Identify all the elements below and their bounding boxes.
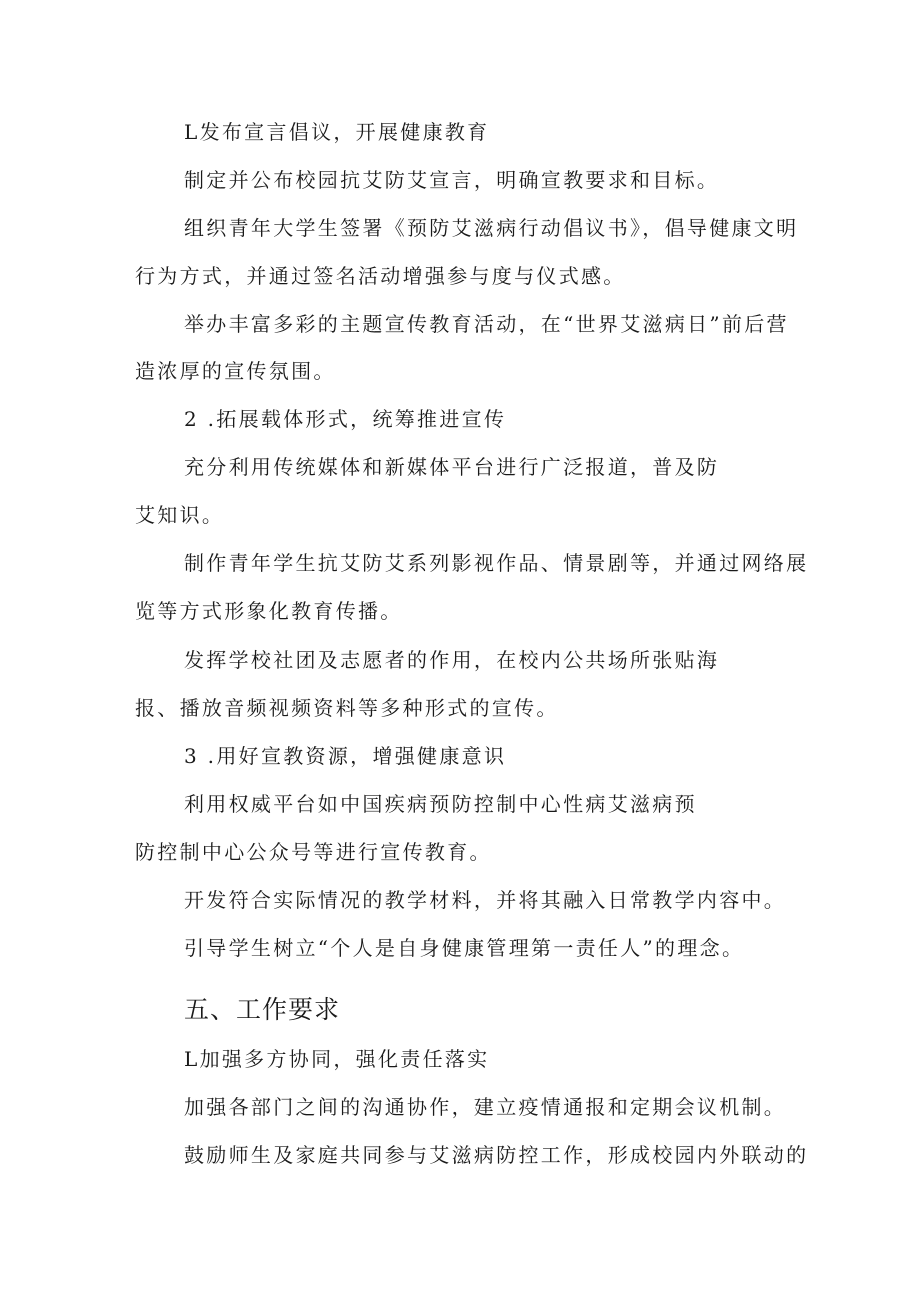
paragraph: 制作青年学生抗艾防艾系列影视作品、情景剧等，并通过网络展	[184, 551, 809, 575]
paragraph: 开发符合实际情况的教学材料，并将其融入日常教学内容中。	[184, 888, 787, 912]
paragraph: 充分利用传统媒体和新媒体平台进行广泛报道，普及防	[184, 455, 720, 479]
paragraph-continuation: 行为方式，并通过签名活动增强参与度与仪式感。	[135, 264, 626, 288]
item-title: L加强多方协同，强化责任落实	[184, 1047, 490, 1071]
paragraph: 鼓励师生及家庭共同参与艾滋病防控工作，形成校园内外联动的	[184, 1143, 809, 1167]
paragraph: 组织青年大学生签署《预防艾滋病行动倡议书》，倡导健康文明	[184, 216, 799, 240]
paragraph-continuation: 造浓厚的宣传氛围。	[135, 359, 336, 383]
paragraph: 制定并公布校园抗艾防艾宣言，明确宣教要求和目标。	[184, 168, 720, 192]
paragraph: 引导学生树立“个人是自身健康管理第一责任人”的理念。	[184, 936, 745, 960]
item-title: 2 .拓展载体形式，统筹推进宣传	[184, 407, 507, 431]
paragraph: 发挥学校社团及志愿者的作用，在校内公共场所张贴海	[184, 648, 720, 672]
paragraph-continuation: 报、播放音频视频资料等多种形式的宣传。	[135, 696, 559, 720]
paragraph-continuation: 览等方式形象化教育传播。	[135, 599, 403, 623]
paragraph-continuation: 艾知识。	[135, 503, 225, 527]
paragraph: 加强各部门之间的沟通协作，建立疫情通报和定期会议机制。	[184, 1095, 787, 1119]
paragraph-continuation: 防控制中心公众号等进行宣传教育。	[135, 840, 492, 864]
paragraph: 举办丰富多彩的主题宣传教育活动，在“世界艾滋病日”前后营	[184, 312, 789, 336]
paragraph: 利用权威平台如中国疾病预防控制中心性病艾滋病预	[184, 792, 697, 816]
item-title: L发布宣言倡议，开展健康教育	[184, 120, 490, 144]
item-title: 3 .用好宣教资源，增强健康意识	[184, 744, 507, 768]
section-heading: 五、工作要求	[184, 995, 341, 1024]
